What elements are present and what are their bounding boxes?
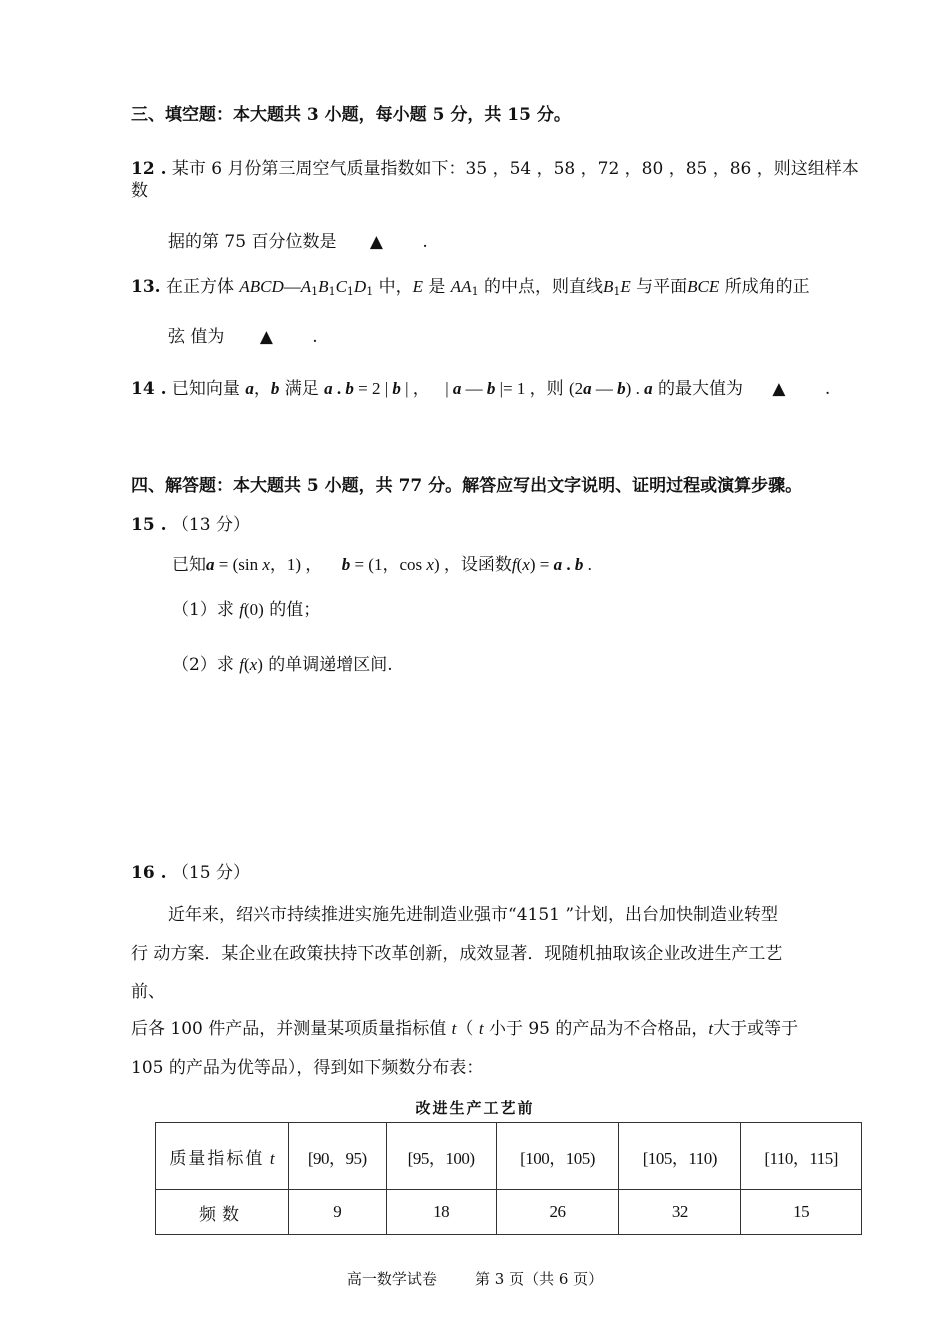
vector-a-def: = (sin [214,555,263,574]
question-15-header [131,514,250,536]
vector-a: a [452,379,462,398]
line-b1e: B [602,277,614,296]
question-16-line2: 行 动方案．某企业在政策扶持下改革创新，成效显著．现随机抽取该企业改进生产工艺 [131,944,783,964]
table-row [156,1190,862,1235]
arg: (0) [243,600,264,619]
question-15-text: 已知 [172,555,206,575]
paren-open: (2 [569,379,584,398]
vector-a: a [644,379,653,398]
vector-b-def: ) ，设函数 [433,555,512,574]
question-14-line [131,378,830,400]
dash: — [283,277,301,296]
paren: ( [243,655,250,674]
question-13-text: 与平面 [636,277,688,297]
table-row [156,1123,862,1190]
paren: ( [516,555,523,574]
abs-open: | [445,379,453,398]
table-cell: 26 [496,1190,619,1235]
vector-a: a [324,379,333,398]
question-13-text: 的中点，则直线 [483,277,603,297]
question-16-line3 [131,1018,798,1040]
period: . [824,379,831,399]
paren: （ [456,1019,474,1039]
subscript: 1 [328,285,336,298]
question-16-text: 小于 95 的产品为不合格品， [488,1019,709,1039]
question-13-line1 [131,276,810,298]
section4-title: 四、解答题：本大题共 5 小题，共 77 分。解答应写出文字说明、证明过程或演算步骤。 [131,476,803,496]
question-number-15: 15 . [131,515,167,535]
answer-blank-14: ▲ [772,379,786,399]
question-number-13: 13. [131,277,161,297]
var-t: t [269,1148,275,1168]
question-14-text: 满足 [284,379,319,399]
vector-a: a [553,555,563,574]
question-16-header [131,862,250,884]
table-cell: 32 [619,1190,741,1235]
question-13-text2: 弦 值为 [168,327,225,347]
vector-b: b [341,555,351,574]
comma: ， [253,379,271,399]
table-caption: 改进生产工艺前 [415,1099,535,1117]
func-f: f [239,655,244,674]
question-12-text2: 据的第 75 百分位数是 [168,232,337,252]
section3-title: 三、填空题：本大题共 3 小题，每小题 5 分，共 15 分。 [131,105,571,125]
vector-a: a [583,379,592,398]
vector-b: b [270,379,280,398]
table-header-cell: 频数 [156,1190,289,1235]
question-12-line1 [131,158,859,180]
question-15-part2 [172,654,393,676]
question-14-text: 已知向量 [171,379,240,399]
vertex-c1: C [335,277,347,296]
frequency-table [155,1122,862,1235]
vector-b: b [617,379,626,398]
table-cell: [90，95) [289,1123,387,1190]
table-cell: 15 [741,1190,862,1235]
subscript: 1 [471,285,479,298]
minus: — [461,379,487,398]
dot: . [562,555,575,574]
page-footer: 高一数学试卷 第 3 页（共 6 页） [346,1270,604,1288]
subscript: 1 [613,285,621,298]
dot: . [332,379,346,398]
question-13-text: 在正方体 [165,277,234,297]
question-13-text: 是 [428,277,446,297]
func-f: f [239,600,244,619]
vector-a-def: ，1) ， [269,555,323,574]
vertex-b1: B [318,277,329,296]
var-x: x [522,555,530,574]
question-16-line4: 105 的产品为优等品），得到如下频数分布表： [131,1058,484,1078]
subscript: 1 [346,285,354,298]
vector-b: b [345,379,354,398]
vertex-d1: D [353,277,367,296]
var-t: t [708,1019,714,1038]
question-16-text: 大于或等于 [713,1019,799,1039]
part-label: （2）求 [172,655,234,675]
subscript: 1 [366,285,374,298]
part-text: 的值； [269,600,321,620]
question-number-14: 14 . [131,379,167,399]
answer-blank-12: ▲ [369,232,383,252]
table-cell: [95，100) [386,1123,496,1190]
var-t: t [451,1019,457,1038]
vector-a: a [206,555,215,574]
vertex-a1: A [300,277,312,296]
var-t: t [478,1019,484,1038]
answer-blank-13: ▲ [259,327,273,347]
vector-a: a [245,379,254,398]
period: . [422,232,428,252]
part-label: （1）求 [172,600,234,620]
vector-b: b [392,379,401,398]
vector-b: b [574,555,584,574]
abs-equals: |= 1 ，则 [495,379,564,398]
question-13-text: 所成角的正 [724,277,810,297]
question-number-12: 12 . [131,159,167,179]
row-label: 质量指标值 [169,1148,265,1169]
table-cell: [100，105) [496,1123,619,1190]
question-15-score: （13 分） [171,515,250,535]
question-12-line2 [168,231,428,253]
var-x: x [262,555,270,574]
plane-bce: BCE [687,277,720,296]
question-13-line2 [168,326,318,348]
question-16-line2-wrap: 前、 [131,982,165,1002]
subscript: 1 [311,285,319,298]
var-x: x [249,655,258,674]
vector-b: b [486,379,496,398]
question-16-score: （15 分） [171,863,250,883]
cube-name: ABCD [239,277,284,296]
line-b1e: E [620,277,631,296]
question-16-text: 后各 100 件产品，并测量某项质量指标值 [131,1019,447,1039]
table-cell: 18 [386,1190,496,1235]
dot: ) . [625,379,645,398]
segment-aa1: AA [450,277,472,296]
question-16-line1: 近年来，绍兴市持续推进实施先进制造业强市“4151 ”计划，出台加快制造业转型 [168,905,779,925]
func-f: f [511,555,517,574]
period: . [312,327,318,347]
question-12-wrap: 数 [131,181,148,201]
table-header-cell [156,1123,289,1190]
part-text: 的单调递增区间. [268,655,393,675]
question-12-text: 某市 6 月份第三周空气质量指数如下：35 ，54 ，58 ，72 ，80 ，85 ，86 ，则这组样本 [171,159,859,179]
point-e: E [412,277,423,296]
minus: — [591,379,618,398]
question-14-text: 的最大值为 [658,379,743,399]
var-x: x [426,555,434,574]
equals: ) = [529,555,554,574]
table-cell: 9 [289,1190,387,1235]
question-13-text: 中， [378,277,413,297]
paren: ) [257,655,263,674]
table-cell: [105，110) [619,1123,741,1190]
table-cell: [110，115] [741,1123,862,1190]
equals: = 2 | [353,379,393,398]
vector-b-def: = (1，cos [350,555,427,574]
question-number-16: 16 . [131,863,167,883]
question-15-part1 [172,599,320,621]
question-15-given [172,554,592,576]
period: . [583,555,592,574]
abs-close: | ， [400,379,430,398]
